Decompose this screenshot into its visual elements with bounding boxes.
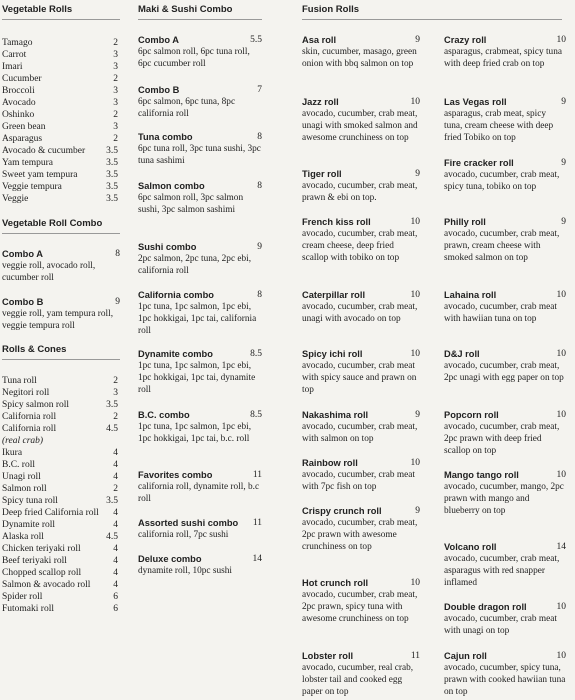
list-item [2,387,120,399]
menu-item [138,241,262,277]
item-desc: avocado, cucumber, crab meat, unagi with smoked salmon and awesome crunchiness on top [302,109,418,143]
list-item [2,591,120,603]
item-name: California combo [138,290,214,300]
item-price: 9 [115,297,120,307]
item-name: Alaska roll [2,532,44,542]
item-name: Caterpillar roll [302,290,366,300]
item-price: 7 [257,85,262,95]
veg-combo-a [2,248,120,284]
item-price: 5.5 [250,35,262,45]
item-desc: 6pc salmon roll, 6pc tuna roll, 6pc cucumber roll [138,47,250,69]
item-name: Carrot [2,50,27,60]
item-name: California roll [2,412,57,422]
list-item [2,121,120,133]
list-item [2,495,120,507]
list-item [2,145,120,157]
item-name: B.C. roll [2,460,35,470]
list-item [2,531,120,543]
item-price: 4.5 [106,532,118,542]
item-price: 3.5 [106,182,118,192]
list-item [2,97,120,109]
item-name: Tuna combo [138,132,193,142]
item-name: Popcorn roll [444,410,499,420]
menu-item [302,457,420,493]
item-desc: skin, cucumber, masago, green onion with bbq salmon on top [302,47,417,69]
menu-item [138,553,262,577]
item-price: 11 [252,518,262,528]
item-name: B.C. combo [138,410,190,420]
item-price: 3 [113,50,118,60]
item-price: 3 [113,388,118,398]
item-price: 14 [556,542,566,552]
list-item [2,459,120,471]
item-desc: avocado, cucumber, crab meat with 7pc fish on top [302,470,415,492]
item-name: Deluxe combo [138,554,202,564]
item-name: Combo B [2,297,44,307]
item-price: 10 [556,602,566,612]
list-item [2,579,120,591]
item-name: Fire cracker roll [444,158,514,168]
list-item [2,399,120,411]
item-price: 10 [410,578,420,588]
item-price: 8.5 [250,349,262,359]
item-price: 6 [113,604,118,614]
item-name: D&J roll [444,349,480,359]
item-name: Imari [2,62,23,72]
menu-item [138,131,262,167]
item-price: 4 [113,580,118,590]
menu-item [444,541,566,589]
item-name: Crispy crunch roll [302,506,382,516]
menu-item [444,650,566,698]
item-price: 4 [113,460,118,470]
menu-item [138,348,262,396]
item-name: Green bean [2,122,46,132]
item-price: 10 [556,410,566,420]
list-item [2,169,120,181]
item-name: Spicy salmon roll [2,400,70,410]
item-name: Spicy tuna roll [2,496,58,506]
item-desc: avocado, cucumber, crab meat, 2pc unagi with egg paper on top [444,361,564,383]
list-item [2,37,120,49]
item-price: 8.5 [250,410,262,420]
list-item [2,411,120,423]
item-price: 2 [113,74,118,84]
item-name: Spicy ichi roll [302,349,363,359]
item-price: 10 [556,349,566,359]
item-desc: avocado, cucumber, spicy tuna, prawn with cooked hawiian tuna on top [444,663,566,697]
item-name: Jazz roll [302,97,339,107]
rolls-cones-list [2,375,120,615]
list-item [2,471,120,483]
item-name: Chicken teriyaki roll [2,544,81,554]
menu-item [302,289,420,325]
item-price: 8 [115,249,120,259]
item-desc: avocado, cucumber, crab meat, 2pc prawn, spicy tuna with awesome crunchiness on top [302,590,418,624]
item-price: 10 [410,458,420,468]
item-name: Salmon & avocado roll [2,580,91,590]
item-desc: california roll, dynamite roll, b.c roll [138,482,260,504]
item-price: 9 [415,410,420,420]
item-name: Salmon combo [138,181,205,191]
menu-item [302,650,420,698]
item-name: Rainbow roll [302,458,358,468]
menu-item [302,577,420,625]
item-desc: avocado, cucumber, crab meat with hawiian tuna on top [444,302,557,324]
item-price: 3 [113,98,118,108]
list-item [2,423,120,435]
item-name: Yam tempura [2,158,54,168]
item-desc: avocado, cucumber, crab meat, cream cheese, deep fried scallop with tobiko on top [302,229,418,263]
item-desc: avocado, cucumber, crab meat, unagi with avocado on top [302,302,418,324]
menu-item [138,517,262,541]
menu-item [444,216,566,264]
item-price: 8 [257,290,262,300]
item-price: 4 [113,448,118,458]
item-price: 4 [113,472,118,482]
item-price: 4 [113,508,118,518]
item-price: 9 [561,217,566,227]
item-name: Lobster roll [302,651,354,661]
fusion-rolls-heading: Fusion Rolls [302,4,562,20]
item-price: 3.5 [106,400,118,410]
item-price: 3.5 [106,170,118,180]
menu-item [444,348,566,384]
item-name: Deep fried California roll [2,508,99,518]
rolls-cones-heading: Rolls & Cones [2,344,120,360]
menu-item [444,409,566,457]
list-item [2,507,120,519]
item-desc: avocado, cucumber, crab meat, 2pc prawn with deep fried scallop on top [444,422,560,456]
item-name: Tuna roll [2,376,37,386]
item-name: Veggie tempura [2,182,62,192]
menu-item [444,289,566,325]
menu-item [138,34,262,70]
menu-item [302,168,420,204]
item-name: Volcano roll [444,542,497,552]
menu-item [302,216,420,264]
item-name: Avocado & cucumber [2,146,86,156]
list-item [2,375,120,387]
item-name: Avocado [2,98,36,108]
item-name: Mango tango roll [444,470,519,480]
item-price: 10 [556,290,566,300]
menu-item [138,84,262,120]
item-desc: 6pc tuna roll, 3pc tuna sushi, 3pc tuna sashimi [138,144,261,166]
list-item [2,73,120,85]
list-item [2,483,120,495]
menu-item [302,409,420,445]
menu-item [444,469,566,517]
item-price: 10 [556,470,566,480]
list-item [2,181,120,193]
item-name: Chopped scallop roll [2,568,82,578]
item-price: 10 [556,651,566,661]
item-price: 2 [113,110,118,120]
item-price: 9 [415,506,420,516]
item-price: 8 [257,132,262,142]
item-price: 4 [113,544,118,554]
item-price: 4 [113,568,118,578]
item-name: Cucumber [2,74,42,84]
maki-sushi-combo-heading: Maki & Sushi Combo [138,4,262,20]
item-name: Hot crunch roll [302,578,369,588]
vegetable-rolls-list [2,37,120,205]
item-desc: veggie roll, yam tempura roll, veggie tempura roll [2,309,114,331]
list-item [2,157,120,169]
list-item [2,193,120,205]
item-price: 10 [410,217,420,227]
list-item [2,85,120,97]
item-name: Favorites combo [138,470,213,480]
item-price: 3 [113,86,118,96]
item-price: 3 [113,122,118,132]
item-name: California roll [2,424,57,434]
item-name: Oshinko [2,110,35,120]
menu-item [302,348,420,396]
item-name: Beef teriyaki roll [2,556,67,566]
item-price: 10 [410,97,420,107]
item-desc: avocado, cucumber, mango, 2pc prawn with mango and blueberry on top [444,482,564,516]
item-price: 3 [113,62,118,72]
item-desc: 1pc tuna, 1pc salmon, 1pc ebi, 1pc hokkigai, 1pc tai, california roll [138,302,257,336]
list-item [2,49,120,61]
vegetable-rolls-heading: Vegetable Rolls [2,4,120,20]
item-name: Philly roll [444,217,486,227]
item-price: 3.5 [106,496,118,506]
item-desc: 6pc salmon roll, 3pc salmon sushi, 3pc salmon sashimi [138,193,244,215]
item-name: (real crab) [2,436,44,446]
menu-item [302,34,420,70]
item-name: Dynamite combo [138,349,213,359]
item-price: 3.5 [106,158,118,168]
item-desc: avocado, cucumber, crab meat, prawn, cream cheese with smoked salmon on top [444,229,560,263]
menu-item [138,409,262,445]
menu-item [302,505,420,553]
menu-item [138,289,262,337]
item-price: 8 [257,181,262,191]
item-price: 2 [113,38,118,48]
menu-item [138,469,262,505]
item-name: Asparagus [2,134,43,144]
item-name: Assorted sushi combo [138,518,239,528]
item-desc: 1pc tuna, 1pc salmon, 1pc ebi, 1pc hokkigai, 1pc tai, b.c. roll [138,422,252,444]
list-item [2,603,120,615]
item-desc: veggie roll, avocado roll, cucumber roll [2,261,96,283]
item-price: 9 [415,35,420,45]
menu-item [444,601,566,637]
item-name: Double dragon roll [444,602,527,612]
item-price: 2 [113,484,118,494]
item-name: Sweet yam tempura [2,170,78,180]
item-name: Futomaki roll [2,604,54,614]
item-price: 4.5 [106,424,118,434]
item-price: 4 [113,520,118,530]
item-name: Spider roll [2,592,43,602]
item-name: Combo A [138,35,179,45]
item-desc: asparagus, crabmeat, spicy tuna with deep fried crab on top [444,47,562,69]
list-item [2,133,120,145]
list-item [2,109,120,121]
item-price: 10 [410,349,420,359]
list-item [2,435,120,447]
item-price: 3.5 [106,146,118,156]
item-price: 14 [252,554,262,564]
menu-item [444,34,566,70]
item-price: 3.5 [106,194,118,204]
menu-item [302,96,420,144]
item-name: Ikura [2,448,23,458]
item-name: Lahaina roll [444,290,497,300]
item-desc: avocado, cucumber, crab meat, prawn & ebi on top. [302,181,418,203]
item-desc: avocado, cucumber, crab meat, with salmon on top [302,422,418,444]
item-desc: dynamite roll, 10pc sushi [138,566,232,576]
item-price: 2 [113,412,118,422]
item-desc: california roll, 7pc sushi [138,530,229,540]
item-price: 9 [415,169,420,179]
veg-combo-b [2,296,120,332]
item-name: Veggie [2,194,29,204]
item-name: Broccoli [2,86,35,96]
item-name: Tiger roll [302,169,342,179]
item-price: 11 [410,651,420,661]
item-desc: 6pc salmon, 6pc tuna, 8pc california roll [138,97,236,119]
item-name: Combo B [138,85,180,95]
list-item [2,447,120,459]
item-desc: avocado, cucumber, real crab, lobster tail and cooked egg paper on top [302,663,414,697]
item-desc: avocado, cucumber, crab meat, spicy tuna, tobiko on top [444,170,560,192]
list-item [2,567,120,579]
item-name: Las Vegas roll [444,97,507,107]
item-name: Combo A [2,249,43,259]
item-price: 2 [113,134,118,144]
item-name: Dynamite roll [2,520,56,530]
item-price: 2 [113,376,118,386]
item-desc: avocado, cucumber, crab meat, asparagus with red snapper inflamed [444,554,560,588]
item-name: Cajun roll [444,651,487,661]
item-desc: 2pc salmon, 2pc tuna, 2pc ebi, california roll [138,254,252,276]
item-desc: avocado, cucumber, crab meat, 2pc prawn with awesome crunchiness on top [302,518,418,552]
item-price: 10 [556,35,566,45]
item-name: Sushi combo [138,242,197,252]
menu-item [138,180,262,216]
item-name: French kiss roll [302,217,371,227]
list-item [2,543,120,555]
item-price: 6 [113,592,118,602]
item-name: Negitori roll [2,388,50,398]
item-name: Tamago [2,38,33,48]
item-price: 9 [561,158,566,168]
item-desc: asparagus, crab meat, spicy tuna, cream cheese with deep fried Tobiko on top [444,109,554,143]
item-name: Unagi roll [2,472,41,482]
item-name: Crazy roll [444,35,487,45]
menu-item [444,157,566,193]
item-name: Nakashima roll [302,410,369,420]
list-item [2,519,120,531]
item-desc: 1pc tuna, 1pc salmon, 1pc ebi, 1pc hokkigai, 1pc tai, dynamite roll [138,361,256,395]
item-price: 4 [113,556,118,566]
item-desc: avocado, cucumber, crab meat with unagi on top [444,614,557,636]
menu-item [444,96,566,144]
item-price: 11 [252,470,262,480]
item-price: 9 [257,242,262,252]
item-desc: avocado, cucumber, crab meat with spicy sauce and prawn on top [302,361,417,395]
item-name: Salmon roll [2,484,47,494]
vegetable-roll-combo-heading: Vegetable Roll Combo [2,218,120,234]
item-price: 10 [410,290,420,300]
item-name: Asa roll [302,35,337,45]
item-price: 9 [561,97,566,107]
list-item [2,61,120,73]
list-item [2,555,120,567]
